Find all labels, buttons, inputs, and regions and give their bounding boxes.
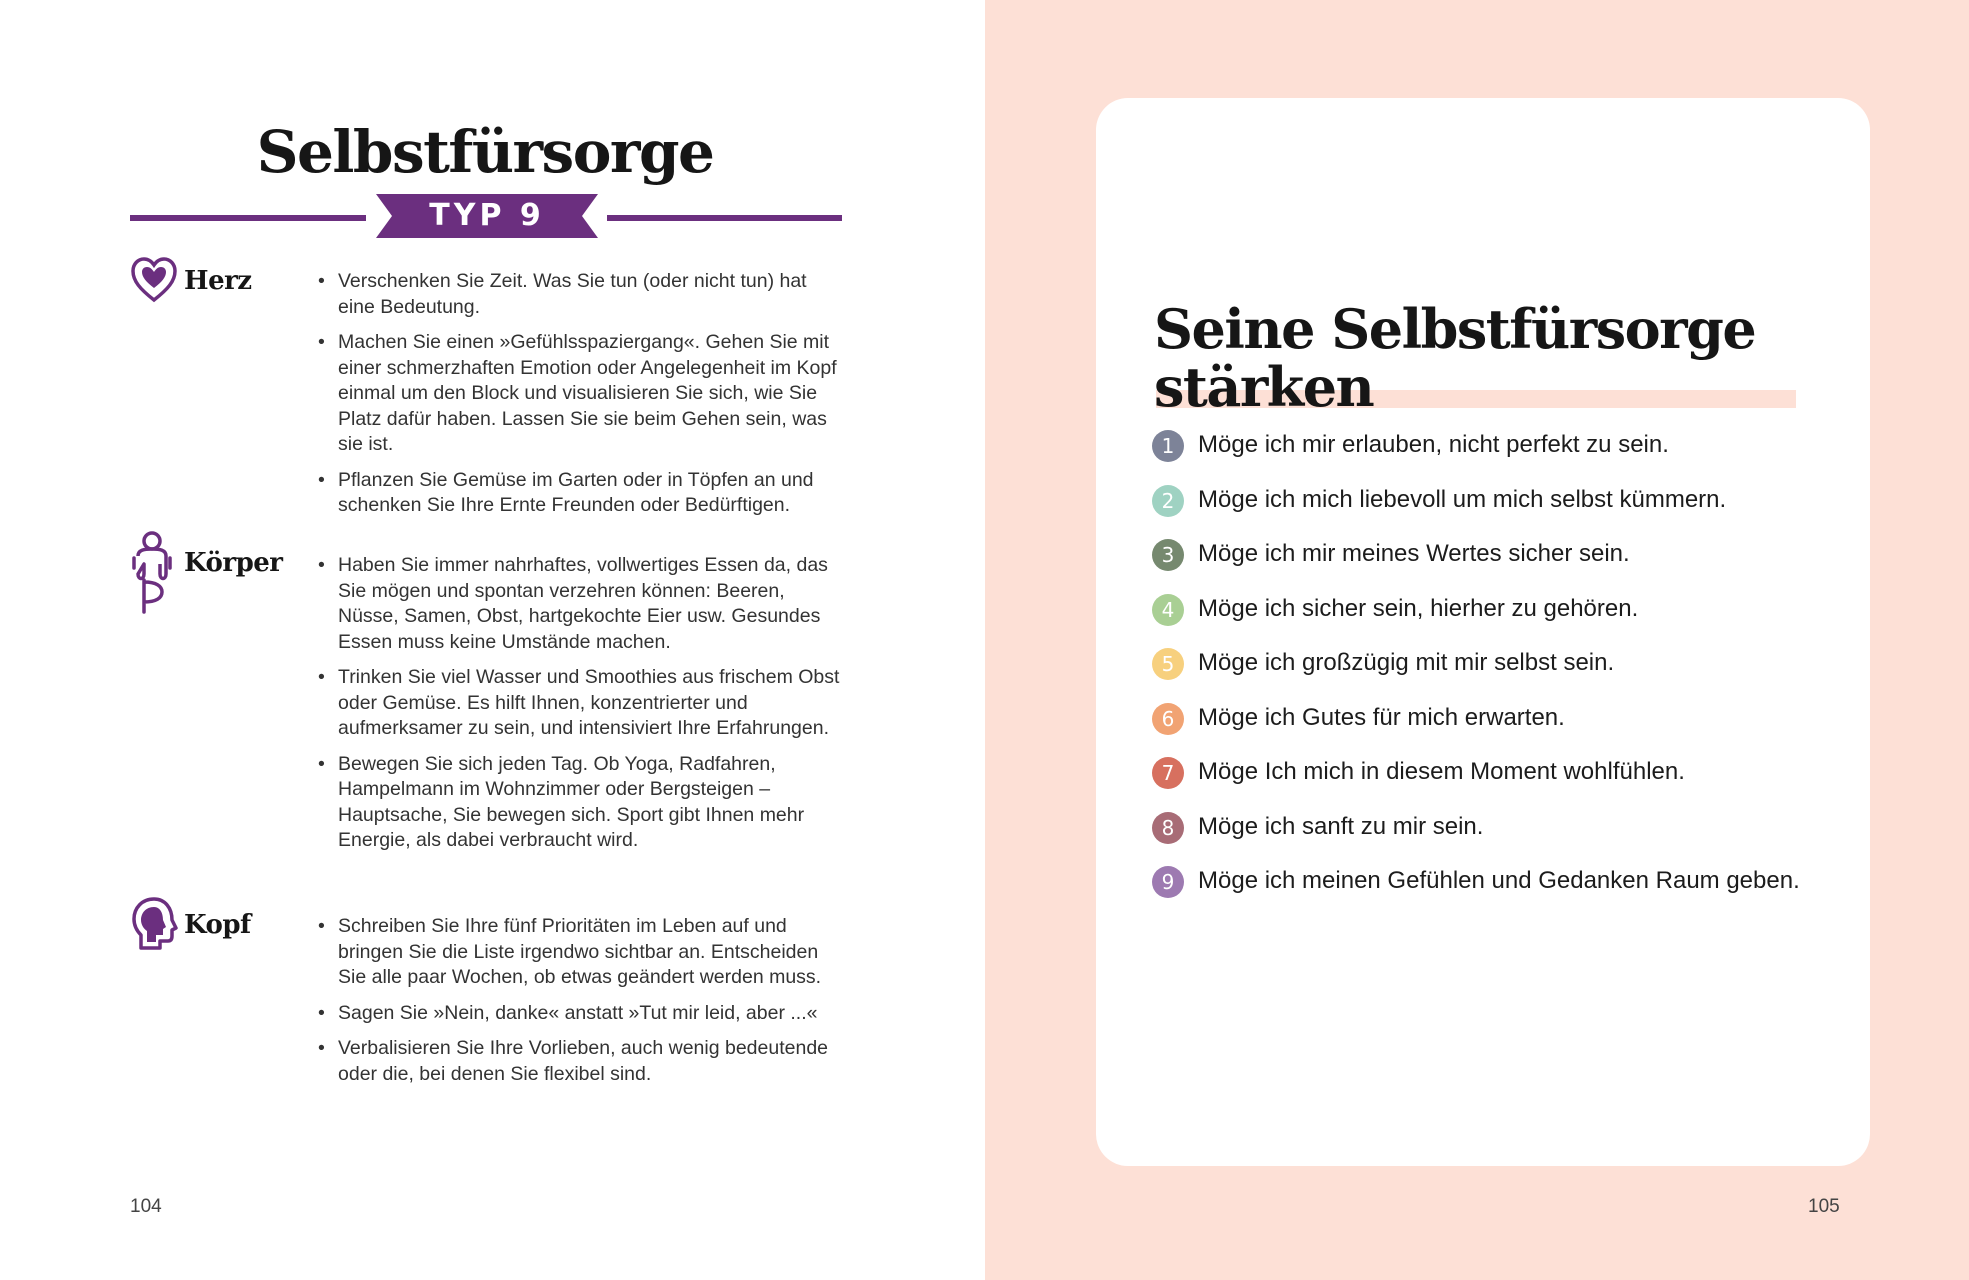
list-item: • Pflanzen Sie Gemüse im Garten oder in Töpfen an und schenken Sie Ihre Ernte Freunden oder Bedürftigen. [318, 468, 843, 519]
list-item: • Bewegen Sie sich jeden Tag. Ob Yoga, Radfahren, Hampelmann im Wohnzimmer oder Bergsteigen – Hauptsache, Sie bewegen sich. Sport gibt Ihnen mehr Energie, als dabei verbraucht wird. [318, 752, 843, 854]
affirmation-item [1152, 537, 1832, 571]
list-item: • Sagen Sie »Nein, danke« anstatt »Tut mir leid, aber ...« [318, 1001, 843, 1027]
affirmation-item [1152, 864, 1832, 898]
affirmation-text: Möge Ich mich in diesem Moment wohlfühlen. [1198, 758, 1685, 785]
number-badge: 4 [1152, 594, 1184, 626]
number-badge: 6 [1152, 703, 1184, 735]
list-item: • Haben Sie immer nahrhaftes, vollwertiges Essen da, das Sie mögen und spontan verzehren können: Beeren, Nüsse, Samen, Obst, hartgekochte Eier usw. Gesundes Essen muss keine Umstände machen. [318, 553, 843, 655]
affirmation-text: Möge ich Gutes für mich erwarten. [1198, 703, 1565, 731]
affirmation-item [1152, 701, 1832, 735]
number-badge: 7 [1152, 757, 1184, 789]
affirmation-text: Möge ich großzügig mit mir selbst sein. [1198, 649, 1615, 676]
list-item: • Schreiben Sie Ihre fünf Prioritäten im Leben auf und bringen Sie die Liste irgendwo sichtbar an. Entscheiden Sie alle paar Wochen, ob etwas geändert werden muss. [318, 914, 843, 991]
list-item: • Verbalisieren Sie Ihre Vorlieben, auch wenig bedeutende oder die, bei denen Sie flexibel sind. [318, 1036, 843, 1087]
head-tips-list [318, 914, 843, 1097]
affirmation-text: Möge ich meinen Gefühlen und Gedanken Raum geben. [1198, 867, 1800, 894]
banner-line-left [130, 215, 366, 221]
page-number-right: 105 [1808, 1196, 1840, 1217]
heart-icon [130, 256, 178, 304]
page-number-left: 104 [130, 1196, 162, 1217]
affirmation-item [1152, 810, 1832, 844]
affirmation-item [1152, 592, 1832, 626]
list-item: • Verschenken Sie Zeit. Was Sie tun (oder nicht tun) hat eine Bedeutung. [318, 269, 843, 320]
affirmation-text: Möge ich mir erlauben, nicht perfekt zu sein. [1198, 431, 1669, 458]
page-title: Selbstfürsorge [256, 118, 714, 186]
number-badge: 3 [1152, 539, 1184, 571]
number-badge: 9 [1152, 866, 1184, 898]
affirmation-list [1152, 428, 1832, 919]
category-label-heart: Herz [184, 266, 252, 296]
list-item: • Trinken Sie viel Wasser und Smoothies aus frischem Obst oder Gemüse. Es hilft Ihnen, konzentrierter und aufmerksamer zu sein, und intensiviert Ihre Erfahrungen. [318, 665, 843, 742]
heart-tips-list [318, 269, 843, 529]
banner-line-right [607, 215, 842, 221]
affirmation-text: Möge ich mich liebevoll um mich selbst kümmern. [1198, 485, 1727, 513]
body-icon [130, 530, 174, 616]
affirmation-item [1152, 483, 1832, 517]
type-label: TYP 9 [429, 198, 545, 233]
affirmation-item [1152, 755, 1832, 789]
card-title: Seine Selbstfürsorge stärken [1154, 297, 1756, 419]
head-icon [130, 896, 178, 952]
affirmation-text: Möge ich mir meines Wertes sicher sein. [1198, 540, 1630, 567]
affirmation-item [1152, 646, 1832, 680]
affirmation-text: Möge ich sanft zu mir sein. [1198, 812, 1484, 840]
body-tips-list [318, 553, 843, 864]
type-banner [130, 194, 842, 238]
number-badge: 2 [1152, 485, 1184, 517]
affirmation-text: Möge ich sicher sein, hierher zu gehören. [1198, 594, 1639, 622]
category-label-head: Kopf [184, 910, 251, 940]
number-badge: 1 [1152, 430, 1184, 462]
number-badge: 8 [1152, 812, 1184, 844]
category-label-body: Körper [184, 548, 283, 578]
list-item: • Machen Sie einen »Gefühlsspaziergang«. Gehen Sie mit einer schmerzhaften Emotion oder Angelegenheit im Kopf einmal um den Block und visualisieren Sie sich, wie Sie Platz dafür haben. Lassen Sie sie beim Gehen sein, was sie ist. [318, 330, 843, 458]
number-badge: 5 [1152, 648, 1184, 680]
affirmation-item [1152, 428, 1832, 462]
